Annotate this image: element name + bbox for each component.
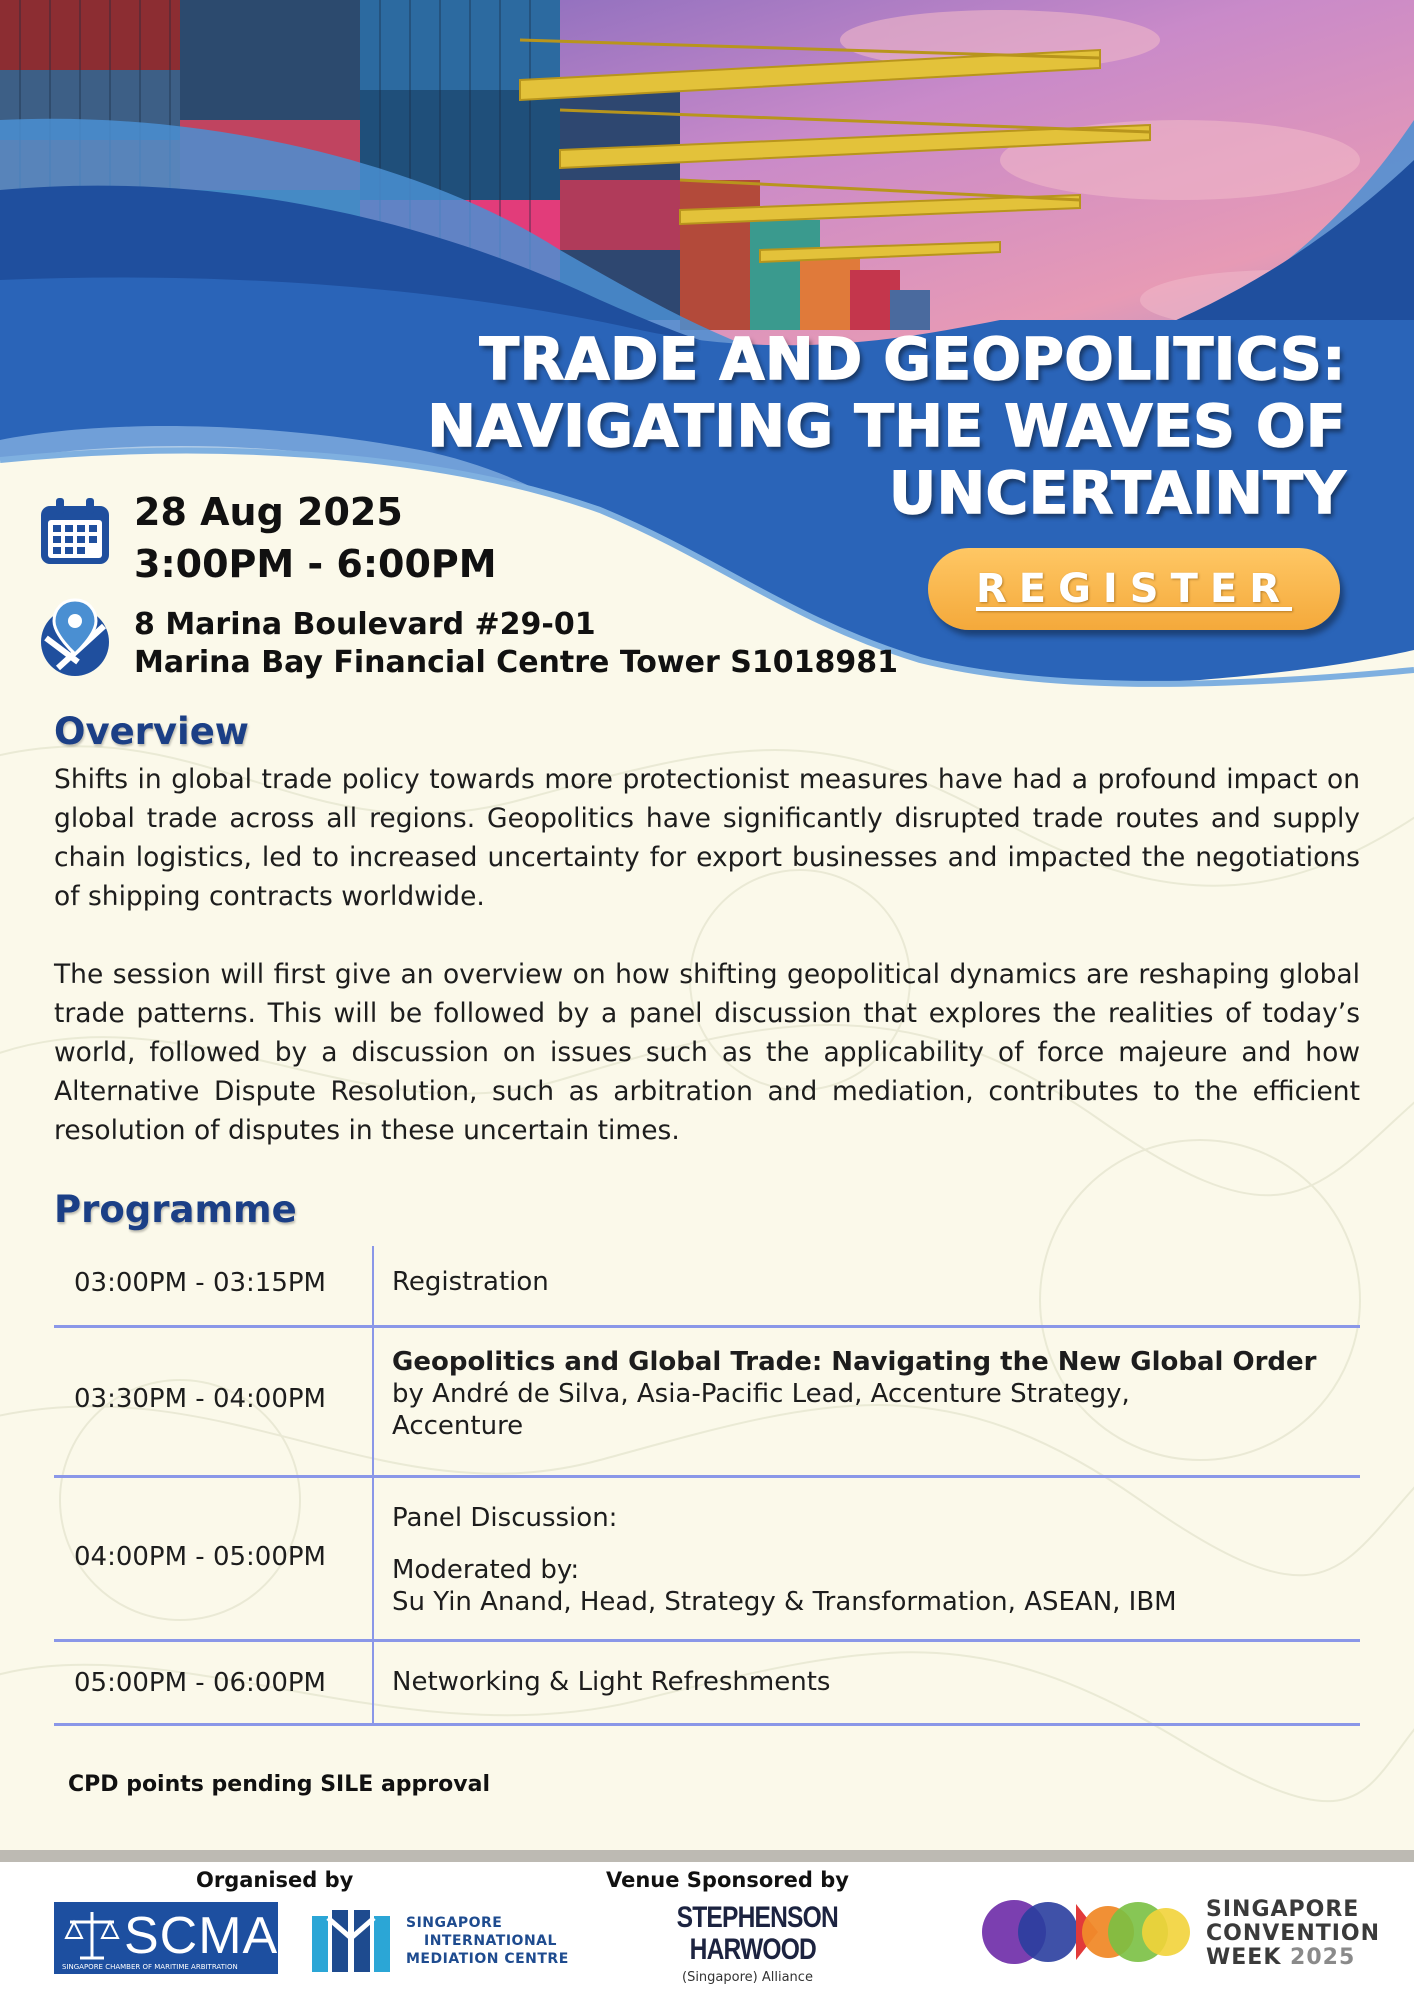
footer-divider [0,1850,1414,1862]
scw-logo-mark [978,1896,1192,1968]
venue-sponsor-label: Venue Sponsored by [606,1868,849,1892]
table-row [54,1642,1360,1726]
location-pin-icon [38,598,112,678]
moderator-name: Su Yin Anand, Head, Strategy & Transformation, ASEAN, IBM [392,1587,1177,1617]
title-line-3: UNCERTAINTY [888,459,1346,527]
row-desc: Networking & Light Refreshments [392,1667,831,1697]
row-desc [392,1502,1177,1618]
simc-line-2: INTERNATIONAL [424,1933,557,1949]
register-button[interactable]: REGISTER [928,548,1340,630]
scw-year: 2025 [1290,1945,1356,1970]
row-time: 05:00PM - 06:00PM [74,1668,326,1698]
scw-line-3 [1206,1946,1380,1970]
scales-icon [62,1908,122,1962]
programme-heading: Programme [54,1188,297,1231]
address-line-2: Marina Bay Financial Centre Tower S1018981 [134,645,898,680]
scw-line-1: SINGAPORE [1206,1897,1360,1922]
event-datetime [134,486,497,590]
moderator-label: Moderated by: [392,1555,580,1585]
sh-subtitle: (Singapore) Alliance [682,1970,813,1985]
scw-week: WEEK [1206,1945,1282,1970]
simc-wordmark [406,1914,569,1968]
talk-title: Geopolitics and Global Trade: Navigating the New Global Order [392,1347,1317,1377]
simc-line-1: SINGAPORE [406,1915,503,1931]
speaker-line-2: Accenture [392,1411,524,1441]
event-date: 28 Aug 2025 [134,490,403,534]
scma-fullname: SINGAPORE CHAMBER OF MARITIME ARBITRATION [62,1963,238,1971]
row-time: 04:00PM - 05:00PM [74,1542,326,1572]
address-line-1: 8 Marina Boulevard #29-01 [134,607,596,642]
stephenson-harwood-logo [676,1901,838,1966]
event-time: 3:00PM - 6:00PM [134,542,497,586]
simc-logo-mark [310,1908,392,1974]
table-row [54,1246,1360,1326]
title-line-2: NAVIGATING THE WAVES OF [427,392,1346,460]
panel-label: Panel Discussion: [392,1503,618,1533]
scma-wordmark: SCMA [124,1907,279,1965]
table-row [54,1478,1360,1640]
sh-line-2: HARWOOD [689,1933,816,1966]
cpd-note: CPD points pending SILE approval [68,1772,490,1797]
speaker-line-1: by André de Silva, Asia-Pacific Lead, Accenture Strategy, [392,1379,1130,1409]
table-row [54,1328,1360,1476]
sh-line-1: STEPHENSON [676,1901,838,1934]
row-desc [392,1346,1316,1442]
overview-paragraph-1: Shifts in global trade policy towards more protectionist measures have had a profound impact on global trade across all regions. Geopolitics have significantly disrupted trade routes and supply chain logistics, led to increased uncertainty for export businesses and impacted the negotiations of shipping contracts worldwide. [54,764,1360,912]
simc-line-3: MEDIATION CENTRE [406,1951,569,1967]
row-time: 03:30PM - 04:00PM [74,1384,326,1414]
scw-wordmark [1206,1898,1380,1970]
row-separator [54,1723,1360,1726]
calendar-icon [38,496,112,568]
organised-by-label: Organised by [196,1868,354,1892]
title-line-1: TRADE AND GEOPOLITICS: [479,325,1346,393]
row-desc: Registration [392,1267,549,1297]
scma-logo [54,1902,278,1974]
event-address [134,606,898,682]
row-time: 03:00PM - 03:15PM [74,1268,326,1298]
scw-line-2: CONVENTION [1206,1921,1381,1946]
overview-heading: Overview [54,710,249,753]
overview-paragraph-2: The session will first give an overview on how shifting geopolitical dynamics are reshaping global trade patterns. This will be followed by a panel discussion that explores the realities of today’s world, followed by a discussion on issues such as the applicability of force majeure and how Alternative Dispute Resolution, such as arbitration and mediation, contributes to the efficient resolution of disputes in these uncertain times. [54,959,1360,1146]
